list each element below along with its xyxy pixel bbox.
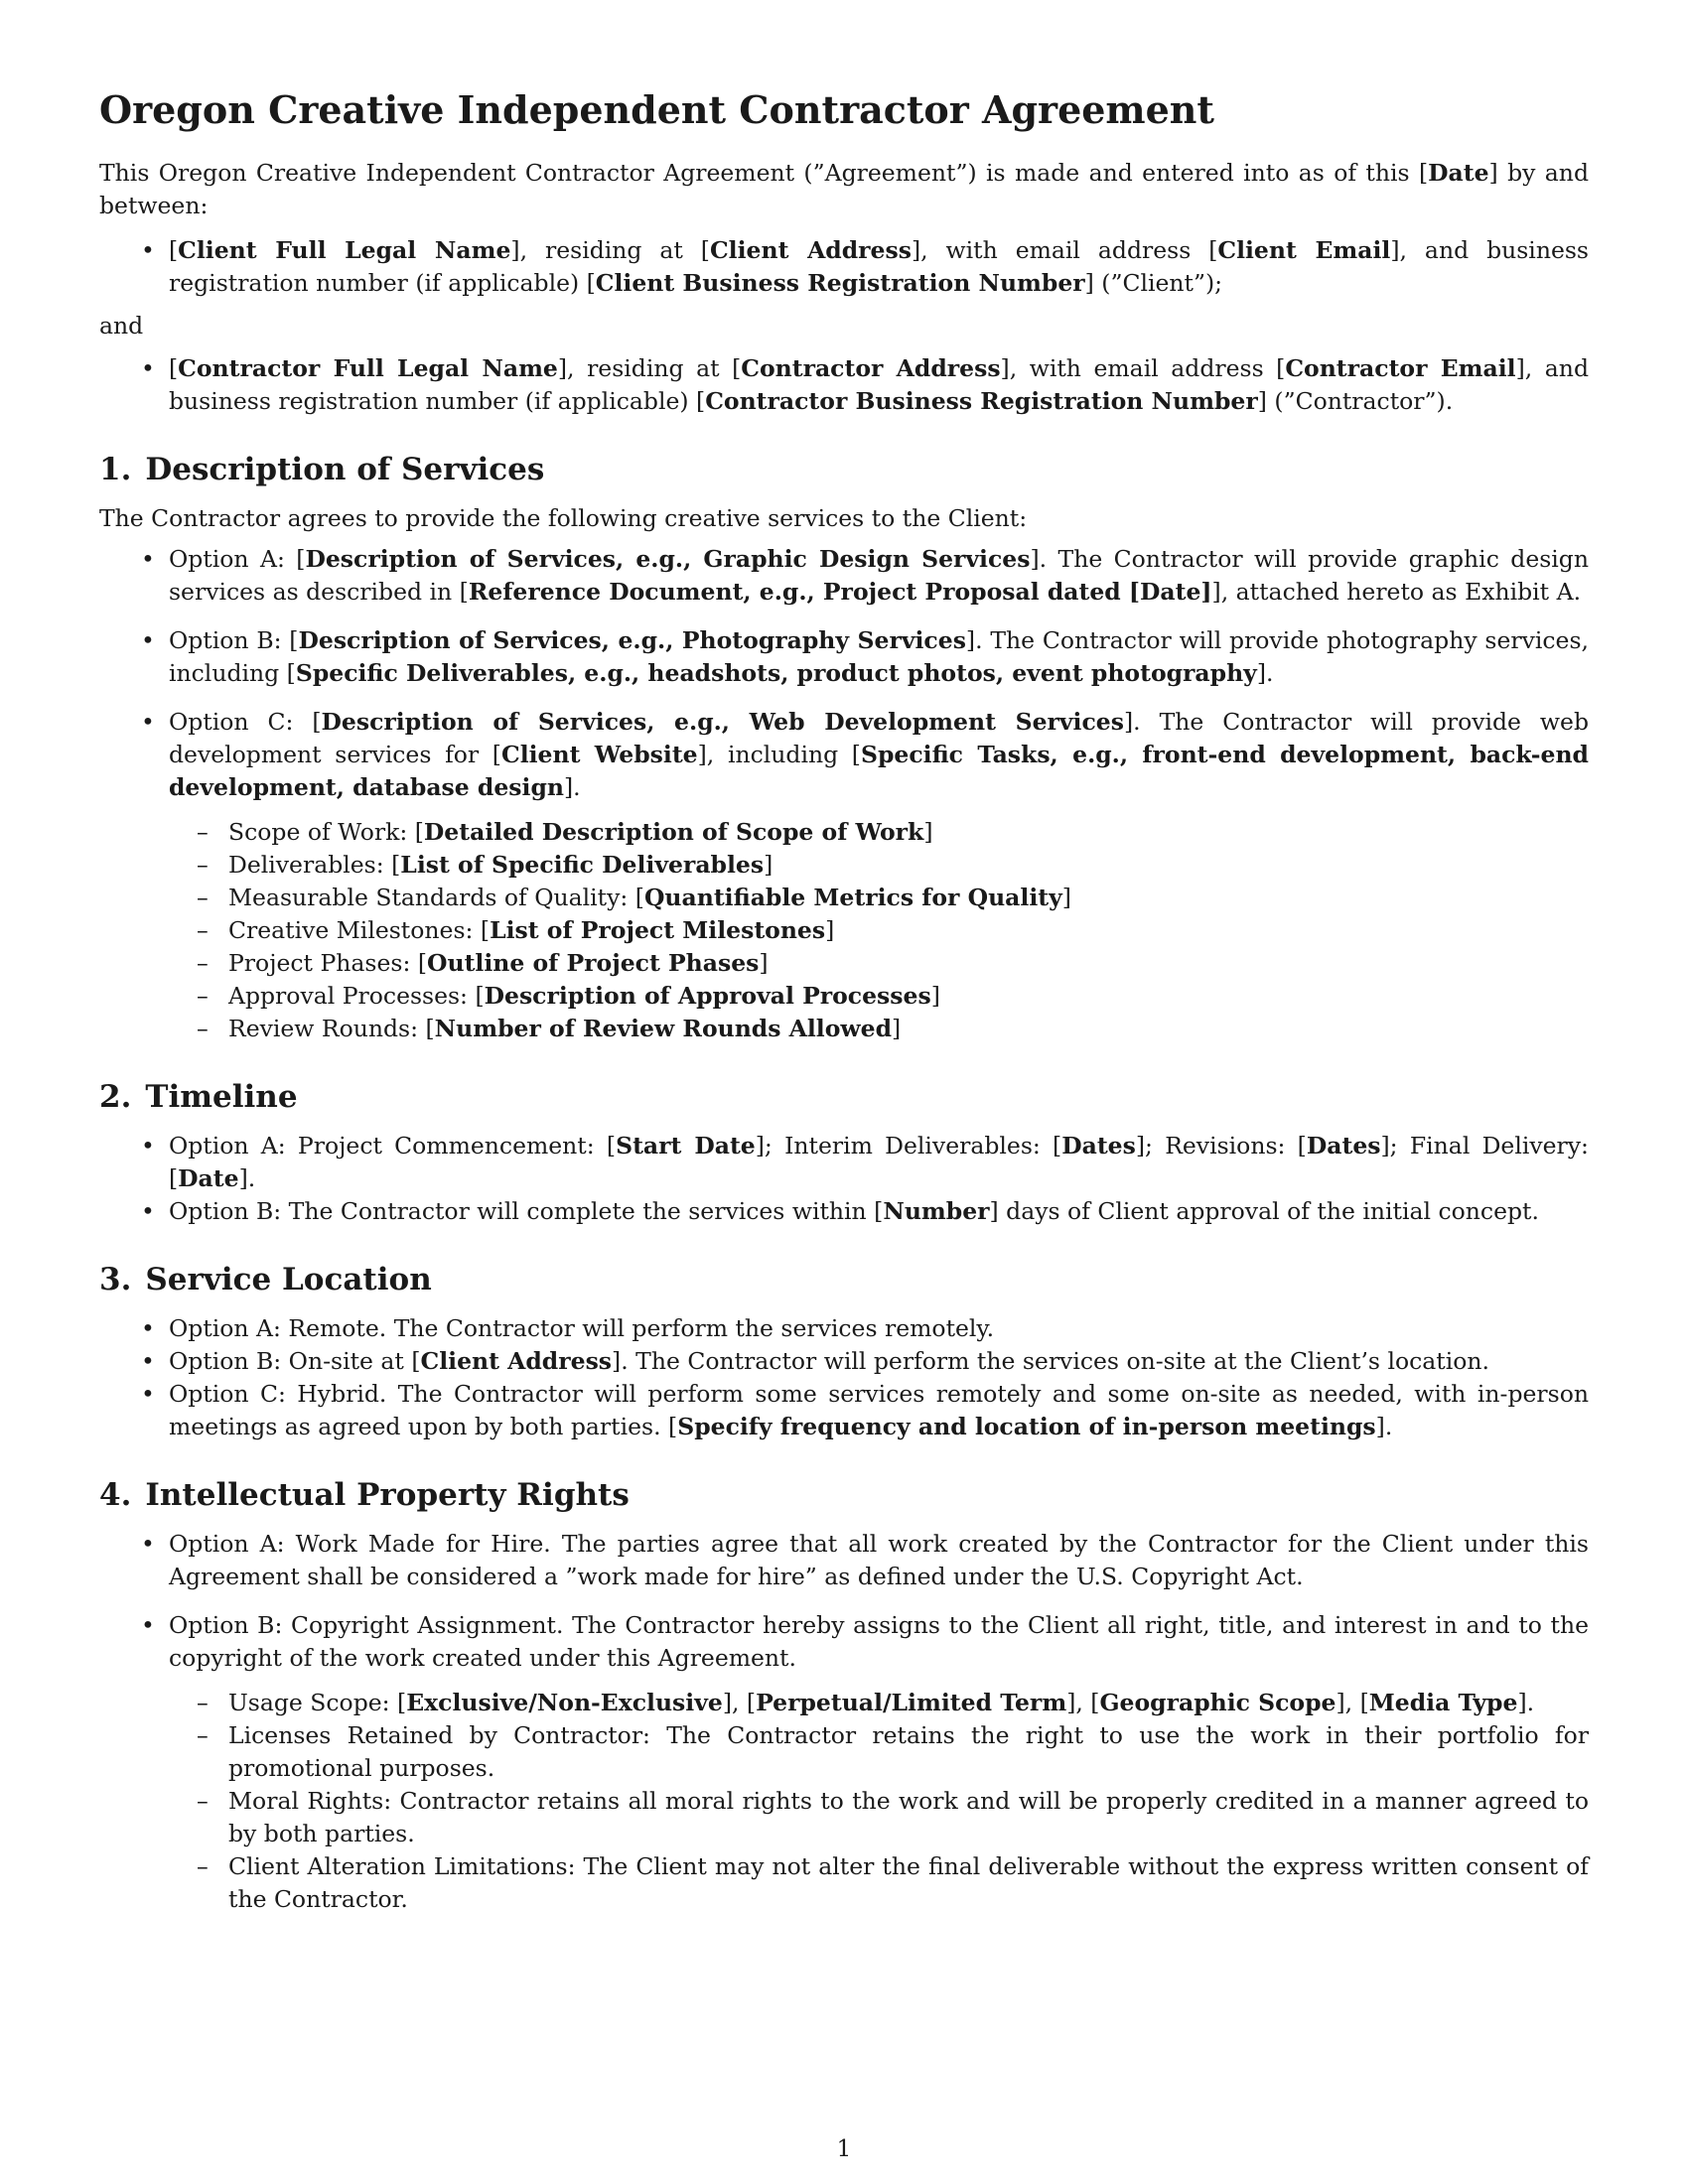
client-party-list	[99, 234, 1589, 300]
section-heading-timeline: 2. Timeline	[99, 1078, 298, 1115]
ip-option-b: • Option B: Copyright Assignment. The Contractor hereby assigns to the Client all right, title, and interest in and to the copyright of the work created under this Agreement. – Usage Scope: [Exclusive/Non-Exclusive], [Perpetual/Limited Term], [Geographic Scope], [Media Type]. – Licenses Retained by Contractor: The Contractor retains the right to use the work in their portfolio for promotional purposes. – Moral Rights: Contractor retains all moral rights to the work and will be properly credited in a manner agreed to by both parties. – Client Alteration Limitations: The Client may not alter the final deliverable without the express written consent of the Contractor.	[169, 1609, 1589, 1916]
location-option-a: • Option A: Remote. The Contractor will perform the services remotely.	[169, 1312, 1589, 1345]
contractor-party-item: • [Contractor Full Legal Name], residing at [Contractor Address], with email address [Contractor Email], and business registration number (if applicable) [Contractor Business Registration Number] (”Contractor”).	[169, 352, 1589, 418]
services-options-list	[99, 543, 1589, 1045]
services-intro: The Contractor agrees to provide the following creative services to the Client:	[99, 503, 1028, 532]
list-item: – Creative Milestones: [List of Project Milestones]	[228, 914, 1589, 947]
date-placeholder: Date	[1428, 158, 1489, 187]
location-option-c: • Option C: Hybrid. The Contractor will perform some services remotely and some on-site as needed, with in-person meetings as agreed upon by both parties. [Specify frequency and location of in-person meetings].	[169, 1378, 1589, 1443]
client-party-item: • [Client Full Legal Name], residing at [Client Address], with email address [Client Email], and business registration number (if applicable) [Client Business Registration Number] (”Client”);	[169, 234, 1589, 300]
ip-sublist	[169, 1687, 1589, 1916]
services-option-a: • Option A: [Description of Services, e.g., Graphic Design Services]. The Contractor will provide graphic design services as described in [Reference Document, e.g., Project Proposal dated [Date]], attached hereto as Exhibit A.	[169, 543, 1589, 609]
list-item: – Deliverables: [List of Specific Deliverables]	[228, 849, 1589, 882]
list-item: – Moral Rights: Contractor retains all moral rights to the work and will be properly credited in a manner agreed to by both parties.	[228, 1785, 1589, 1850]
and-connector: and	[99, 311, 144, 340]
section-heading-ip-rights: 4. Intellectual Property Rights	[99, 1477, 630, 1514]
services-option-c: • Option C: [Description of Services, e.g., Web Development Services]. The Contractor will provide web development services for [Client Website], including [Specific Tasks, e.g., front-end development, back-end development, database design]. – Scope of Work: [Detailed Description of Scope of Work] – Deliverables: [List of Specific Deliverables] – Measurable Standards of Quality: [Quantifiable Metrics for Quality] – Creative Milestones: [List of Project Milestones] – Project Phases: [Outline of Project Phases] – Approval Processes: [Description of Approval Processes] – Review Rounds: [Number of Review Rounds Allowed]	[169, 706, 1589, 1045]
section-heading-location: 3. Service Location	[99, 1261, 432, 1297]
document-title: Oregon Creative Independent Contractor Agreement	[99, 87, 1214, 132]
intro-paragraph: This Oregon Creative Independent Contractor Agreement (”Agreement”) is made and entered into as of this [Date] by and between:	[99, 158, 1589, 219]
page-number: 1	[836, 2136, 852, 2162]
list-item: – Client Alteration Limitations: The Client may not alter the final deliverable without the express written consent of the Contractor.	[228, 1850, 1589, 1916]
services-option-b: • Option B: [Description of Services, e.g., Photography Services]. The Contractor will provide photography services, including [Specific Deliverables, e.g., headshots, product photos, event photography].	[169, 624, 1589, 690]
list-item: – Usage Scope: [Exclusive/Non-Exclusive], [Perpetual/Limited Term], [Geographic Scope], [Media Type].	[228, 1687, 1589, 1719]
services-sublist	[169, 816, 1589, 1045]
contractor-party-list	[99, 352, 1589, 418]
list-item: – Approval Processes: [Description of Approval Processes]	[228, 980, 1589, 1013]
list-item: – Licenses Retained by Contractor: The Contractor retains the right to use the work in their portfolio for promotional purposes.	[228, 1719, 1589, 1785]
timeline-option-b: • Option B: The Contractor will complete the services within [Number] days of Client approval of the initial concept.	[169, 1195, 1589, 1228]
location-option-b: • Option B: On-site at [Client Address]. The Contractor will perform the services on-site at the Client’s location.	[169, 1345, 1589, 1378]
list-item: – Project Phases: [Outline of Project Phases]	[228, 947, 1589, 980]
list-item: – Measurable Standards of Quality: [Quantifiable Metrics for Quality]	[228, 882, 1589, 914]
ip-option-a: • Option A: Work Made for Hire. The parties agree that all work created by the Contractor for the Client under this Agreement shall be considered a ”work made for hire” as defined under the U.S. Copyright Act.	[169, 1528, 1589, 1593]
list-item: – Review Rounds: [Number of Review Rounds Allowed]	[228, 1013, 1589, 1045]
timeline-options-list	[99, 1130, 1589, 1228]
section-heading-services: 1. Description of Services	[99, 451, 545, 487]
ip-options-list	[99, 1528, 1589, 1916]
list-item: – Scope of Work: [Detailed Description of Scope of Work]	[228, 816, 1589, 849]
timeline-option-a: • Option A: Project Commencement: [Start Date]; Interim Deliverables: [Dates]; Revisions: [Dates]; Final Delivery: [Date].	[169, 1130, 1589, 1195]
location-options-list	[99, 1312, 1589, 1443]
